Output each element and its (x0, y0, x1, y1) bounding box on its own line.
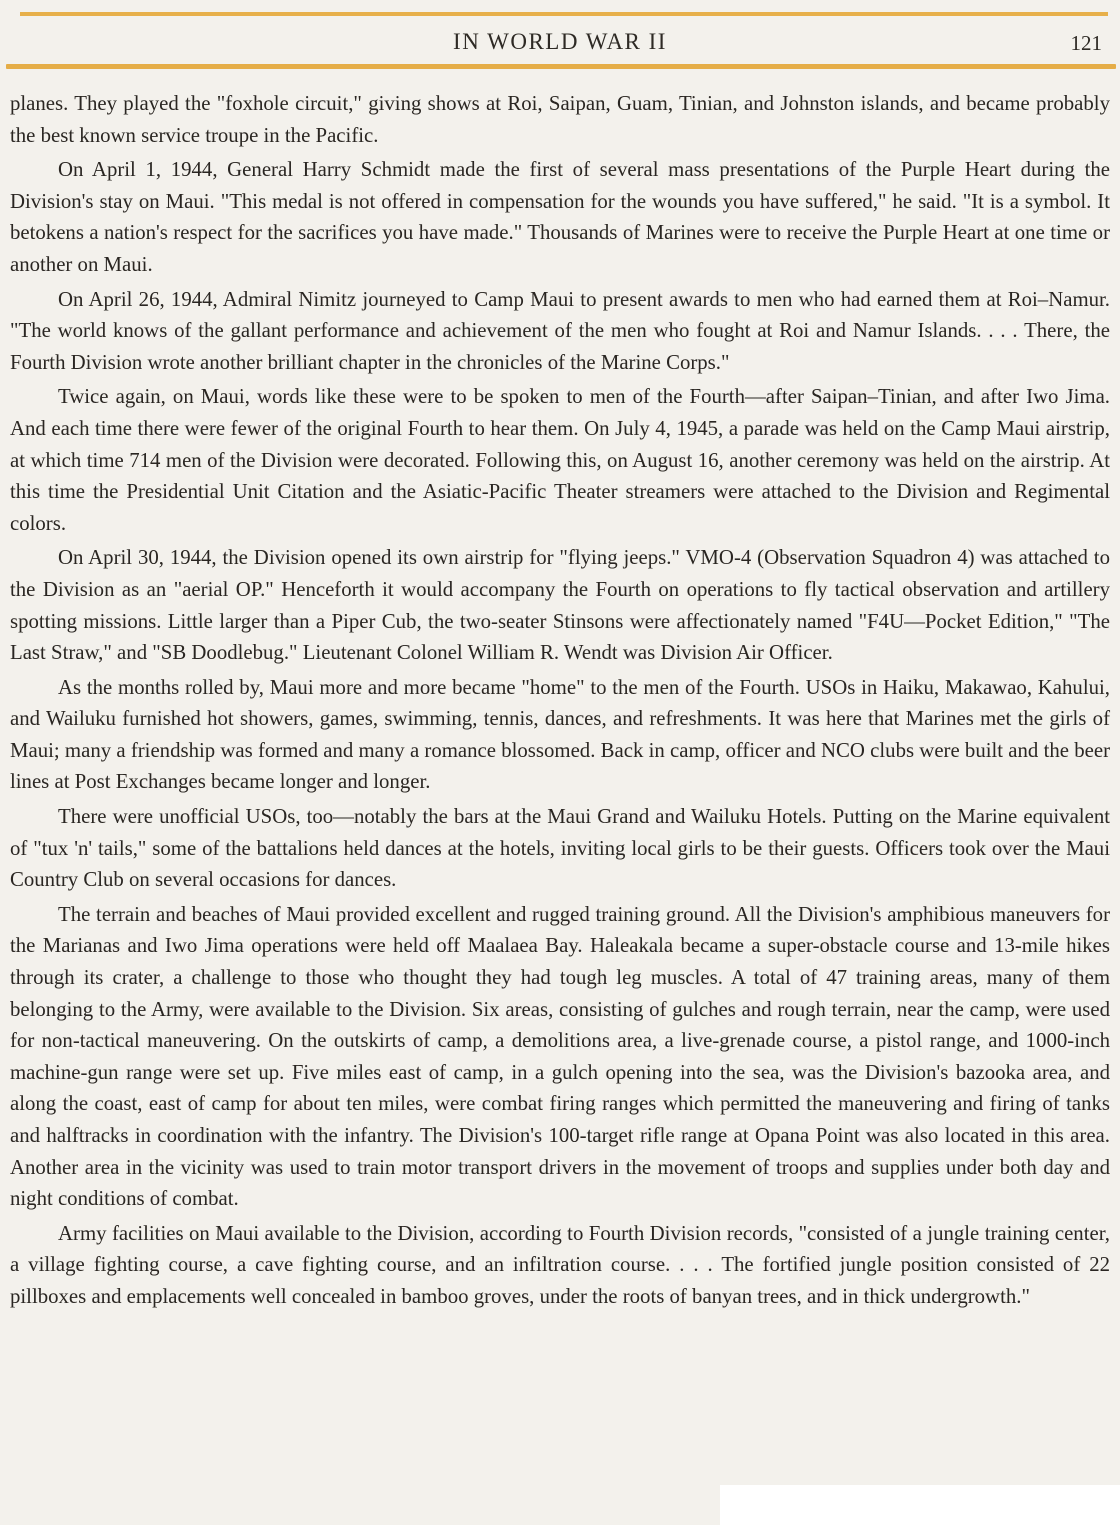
paragraph: On April 1, 1944, General Harry Schmidt made the first of several mass presentations of the Purple Heart during the Division's stay on Maui. "This medal is not offered in compensation for the wounds you have suffered," he said. "It is a symbol. It betokens a nation's respect for the sacrifices you have made." Thousands of Marines were to receive the Purple Heart at one time or another on Maui. (10, 158, 1110, 276)
paragraph: On April 26, 1944, Admiral Nimitz journeyed to Camp Maui to present awards to men who had earned them at Roi–Namur. "The world knows of the gallant performance and achievement of the men who fought at Roi and Namur Islands. . . . There, the Fourth Division wrote another brilliant chapter in the chronicles of the Marine Corps." (10, 287, 1110, 374)
paragraph: The terrain and beaches of Maui provided excellent and rugged training ground. All the Division's amphibious maneuvers for the Marianas and Iwo Jima operations were held off Maalaea Bay. Haleakala became a super-obstacle course and 13-mile hikes through its crater, a challenge to those who thought they had tough leg muscles. A total of 47 training areas, many of them belonging to the Army, were available to the Division. Six areas, consisting of gulches and rough terrain, near the camp, were used for non-tactical maneuvering. On the outskirts of camp, a demolitions area, a live-grenade course, a pistol range, and 1000-inch machine-gun range were set up. Five miles east of camp, in a gulch opening into the sea, was the Division's bazooka area, and along the coast, east of camp for about ten miles, were combat firing ranges which permitted the maneuvering and firing of tanks and halftracks in coordination with the infantry. The Division's 100-target rifle range at Opana Point was also located in this area. Another area in the vicinity was used to train motor transport drivers in the movement of troops and supplies under both day and night conditions of combat. (10, 902, 1110, 1211)
paragraph: As the months rolled by, Maui more and more became "home" to the men of the Fourth. USOs in Haiku, Makawao, Kahului, and Wailuku furnished hot showers, games, swimming, tennis, dances, and refreshments. It was here that Marines met the girls of Maui; many a friendship was formed and many a romance blossomed. Back in camp, officer and NCO clubs were built and the beer lines at Post Exchanges became longer and longer. (10, 675, 1110, 794)
body-text (10, 88, 1110, 1316)
running-head (0, 29, 1120, 63)
paragraph: Twice again, on Maui, words like these were to be spoken to men of the Fourth—after Saipan–Tinian, and after Iwo Jima. And each time there were fewer of the original Fourth to hear them. On July 4, 1945, a parade was held on the Camp Maui airstrip, at which time 714 men of the Division were decorated. Following this, on August 16, another ceremony was held on the airstrip. At this time the Presidential Unit Citation and the Asiatic-Pacific Theater streamers were attached to the Division and Regimental colors. (10, 385, 1110, 535)
paragraph: Army facilities on Maui available to the Division, according to Fourth Division records, "consisted of a jungle training center, a village fighting course, a cave fighting course, and an infiltration course. . . . The fortified jungle position consisted of 22 pillboxes and emplacements well concealed in bamboo groves, under the roots of banyan trees, and in thick undergrowth." (10, 1221, 1110, 1308)
page-number: 121 (1070, 31, 1102, 55)
running-title: IN WORLD WAR II (453, 29, 667, 54)
paragraph: planes. They played the "foxhole circuit," giving shows at Roi, Saipan, Guam, Tinian, and Johnston islands, and became probably the best known service troupe in the Pacific. (10, 92, 1110, 147)
paragraph: On April 30, 1944, the Division opened its own airstrip for "flying jeeps." VMO-4 (Observation Squadron 4) was attached to the Division as an "aerial OP." Henceforth it would accompany the Fourth on operations to fly tactical observation and artillery spotting missions. Little larger than a Piper Cub, the two-seater Stinsons were affectionately named "F4U—Pocket Edition," "The Last Straw," and "SB Doodlebug." Lieutenant Colonel William R. Wendt was Division Air Officer. (10, 546, 1110, 665)
header-rule (6, 64, 1116, 69)
paragraph: There were unofficial USOs, too—notably the bars at the Maui Grand and Wailuku Hotels. Putting on the Marine equivalent of "tux 'n' tails," some of the battalions held dances at the hotels, inviting local girls to be their guests. Officers took over the Maui Country Club on several occasions for dances. (10, 805, 1110, 892)
top-rule (20, 12, 1108, 16)
scan-margin (720, 1485, 1120, 1525)
